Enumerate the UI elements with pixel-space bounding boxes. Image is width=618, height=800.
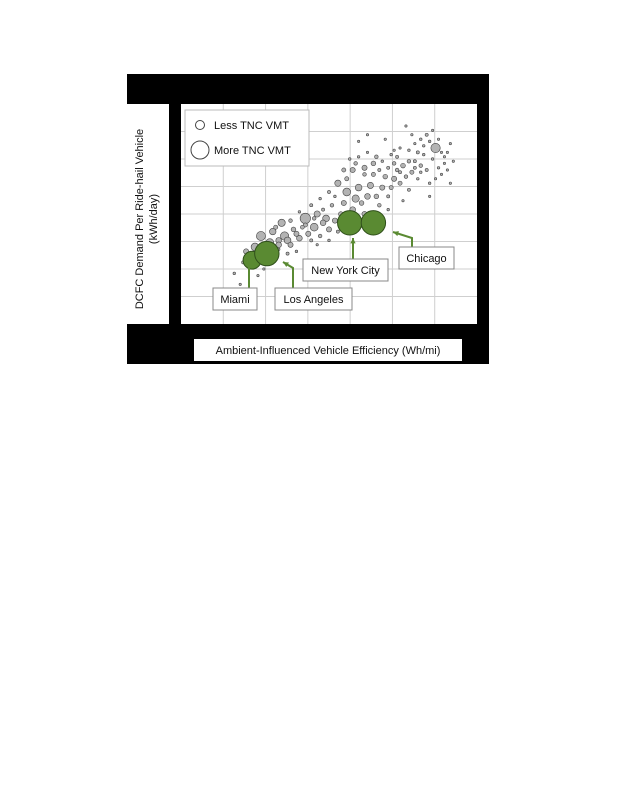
city-bubble [320, 220, 326, 226]
city-bubble [428, 182, 431, 185]
city-bubble [417, 178, 420, 181]
city-bubble [380, 185, 385, 190]
city-bubble [291, 227, 296, 232]
city-bubble [335, 180, 341, 186]
city-bubble [289, 219, 293, 223]
city-bubble [440, 151, 442, 153]
city-bubble [393, 149, 395, 151]
city-bubble [428, 140, 431, 143]
city-bubble [318, 234, 322, 238]
city-bubble [328, 239, 331, 242]
city-bubble [348, 158, 351, 161]
city-bubble [294, 231, 299, 236]
legend-less-label: Less TNC VMT [214, 120, 289, 132]
city-bubble [413, 160, 416, 163]
city-bubble [414, 142, 416, 144]
city-bubble [387, 195, 390, 198]
city-bubble [419, 164, 423, 168]
city-bubble [342, 168, 346, 172]
city-bubble [375, 155, 379, 159]
city-bubble [367, 182, 373, 188]
city-bubble [362, 165, 367, 170]
city-bubble [357, 156, 360, 159]
city-bubble [239, 283, 241, 285]
city-bubble [419, 138, 422, 141]
city-bubble [352, 195, 359, 202]
city-bubble [396, 155, 399, 158]
city-bubble [334, 195, 337, 198]
city-bubble [431, 129, 433, 131]
city-bubble [354, 162, 358, 166]
city-bubble [327, 190, 330, 193]
city-bubble [314, 211, 320, 217]
city-bubble [395, 168, 399, 172]
highlight-bubble-los-angeles [255, 241, 279, 265]
legend-large-bubble-icon [191, 141, 209, 159]
city-bubble [431, 143, 440, 152]
callout-label-chicago: Chicago [406, 253, 447, 265]
y-axis-label-line2: (kWh/day) [148, 193, 160, 245]
city-bubble [310, 204, 313, 207]
city-bubble [390, 153, 393, 156]
city-bubble [316, 244, 318, 246]
city-bubble [345, 177, 349, 181]
city-bubble [398, 171, 401, 174]
city-bubble [422, 145, 425, 148]
city-bubble [300, 213, 310, 223]
city-bubble [286, 252, 289, 255]
city-bubble [343, 188, 351, 196]
city-bubble [437, 167, 440, 170]
city-bubble [332, 218, 337, 223]
city-bubble [407, 159, 411, 163]
city-bubble [425, 133, 428, 136]
city-bubble [383, 174, 388, 179]
city-bubble [399, 147, 401, 149]
city-bubble [298, 211, 301, 214]
callout-label-miami: Miami [220, 294, 250, 306]
city-bubble [401, 163, 406, 168]
city-bubble [381, 160, 384, 163]
city-bubble [306, 231, 311, 236]
city-bubble [330, 203, 334, 207]
city-bubble [405, 125, 407, 127]
callout-label-los-angeles: Los Angeles [283, 294, 344, 306]
city-bubble [387, 166, 390, 169]
city-bubble [357, 140, 359, 142]
city-bubble [295, 250, 298, 253]
city-bubble [446, 151, 448, 153]
city-bubble [404, 175, 408, 179]
city-bubble [310, 239, 313, 242]
city-bubble [437, 138, 439, 140]
city-bubble [319, 197, 322, 200]
city-bubble [366, 134, 368, 136]
city-bubble [410, 170, 414, 174]
city-bubble [366, 151, 368, 153]
city-bubble [278, 219, 285, 226]
city-bubble [326, 227, 331, 232]
city-bubble [350, 167, 355, 172]
city-bubble [233, 272, 236, 275]
city-bubble [365, 194, 371, 200]
legend-more-label: More TNC VMT [214, 145, 291, 157]
y-axis-label-line1: DCFC Demand Per Ride-hail Vehicle [134, 128, 146, 310]
city-bubble [288, 242, 293, 247]
city-bubble [274, 225, 278, 229]
city-bubble [256, 231, 265, 240]
highlight-bubble-new-york-city [338, 211, 362, 235]
city-bubble [408, 149, 411, 152]
city-bubble [322, 208, 325, 211]
city-bubble [341, 200, 346, 205]
city-bubble [402, 200, 404, 202]
city-bubble [419, 171, 422, 174]
city-bubble [422, 153, 425, 156]
city-bubble [371, 172, 375, 176]
city-bubble [257, 274, 259, 276]
city-bubble [392, 176, 397, 181]
city-bubble [355, 184, 362, 191]
city-bubble [449, 182, 451, 184]
city-bubble [440, 173, 442, 175]
city-bubble [312, 217, 316, 221]
callout-label-new-york-city: New York City [311, 265, 380, 277]
city-bubble [431, 158, 434, 161]
city-bubble [443, 162, 445, 164]
city-bubble [443, 156, 445, 158]
x-axis-label: Ambient-Influenced Vehicle Efficiency (Wh/mi) [215, 345, 441, 357]
city-bubble [387, 208, 390, 211]
legend-small-bubble-icon [196, 121, 205, 130]
city-bubble [363, 173, 367, 177]
city-bubble [300, 225, 304, 229]
city-bubble [392, 162, 396, 166]
city-bubble [378, 203, 382, 207]
city-bubble [389, 186, 393, 190]
legend [185, 110, 309, 166]
city-bubble [446, 169, 448, 171]
city-bubble [371, 161, 376, 166]
city-bubble [263, 268, 265, 270]
city-bubble [378, 168, 381, 171]
city-bubble [398, 181, 402, 185]
city-bubble [310, 223, 318, 231]
city-bubble [384, 138, 386, 140]
city-bubble [374, 194, 379, 199]
city-bubble [425, 168, 428, 171]
city-bubble [416, 151, 419, 154]
city-bubble [336, 230, 339, 233]
city-bubble [449, 142, 451, 144]
highlight-bubble-chicago [361, 211, 385, 235]
city-bubble [434, 178, 436, 180]
city-bubble [359, 201, 364, 206]
city-bubble [407, 188, 410, 191]
city-bubble [411, 134, 413, 136]
city-bubble [452, 160, 454, 162]
city-bubble [413, 166, 416, 169]
city-bubble [428, 195, 430, 197]
